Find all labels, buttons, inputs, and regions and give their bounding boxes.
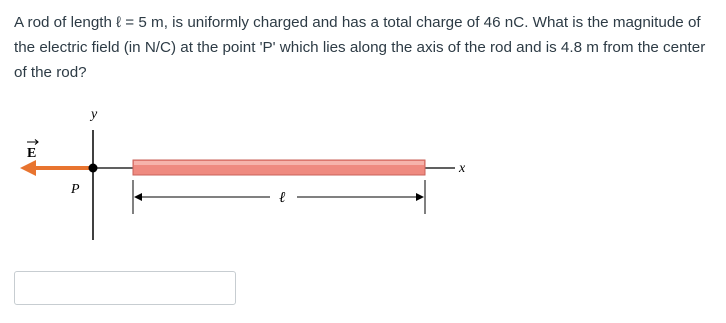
answer-input[interactable] [14, 271, 236, 305]
rod-figure [0, 100, 726, 250]
rod-highlight [134, 161, 424, 165]
point-p [89, 164, 98, 173]
question-text: A rod of length ℓ = 5 m, is uniformly charged and has a total charge of 46 nC. What is the magnitude of the electric field (in N/C) at the point 'P' which lies along the axis of the rod and is 4.8 m from the center of the rod? [14, 14, 706, 81]
field-vector-label: E [27, 146, 37, 161]
x-axis-label: x [459, 161, 466, 176]
point-p-label: P [71, 182, 80, 197]
vector-arrow-icon [27, 140, 38, 145]
field-arrow-head [20, 160, 36, 176]
length-label: ℓ [279, 190, 286, 206]
y-axis-label: y [91, 107, 98, 122]
